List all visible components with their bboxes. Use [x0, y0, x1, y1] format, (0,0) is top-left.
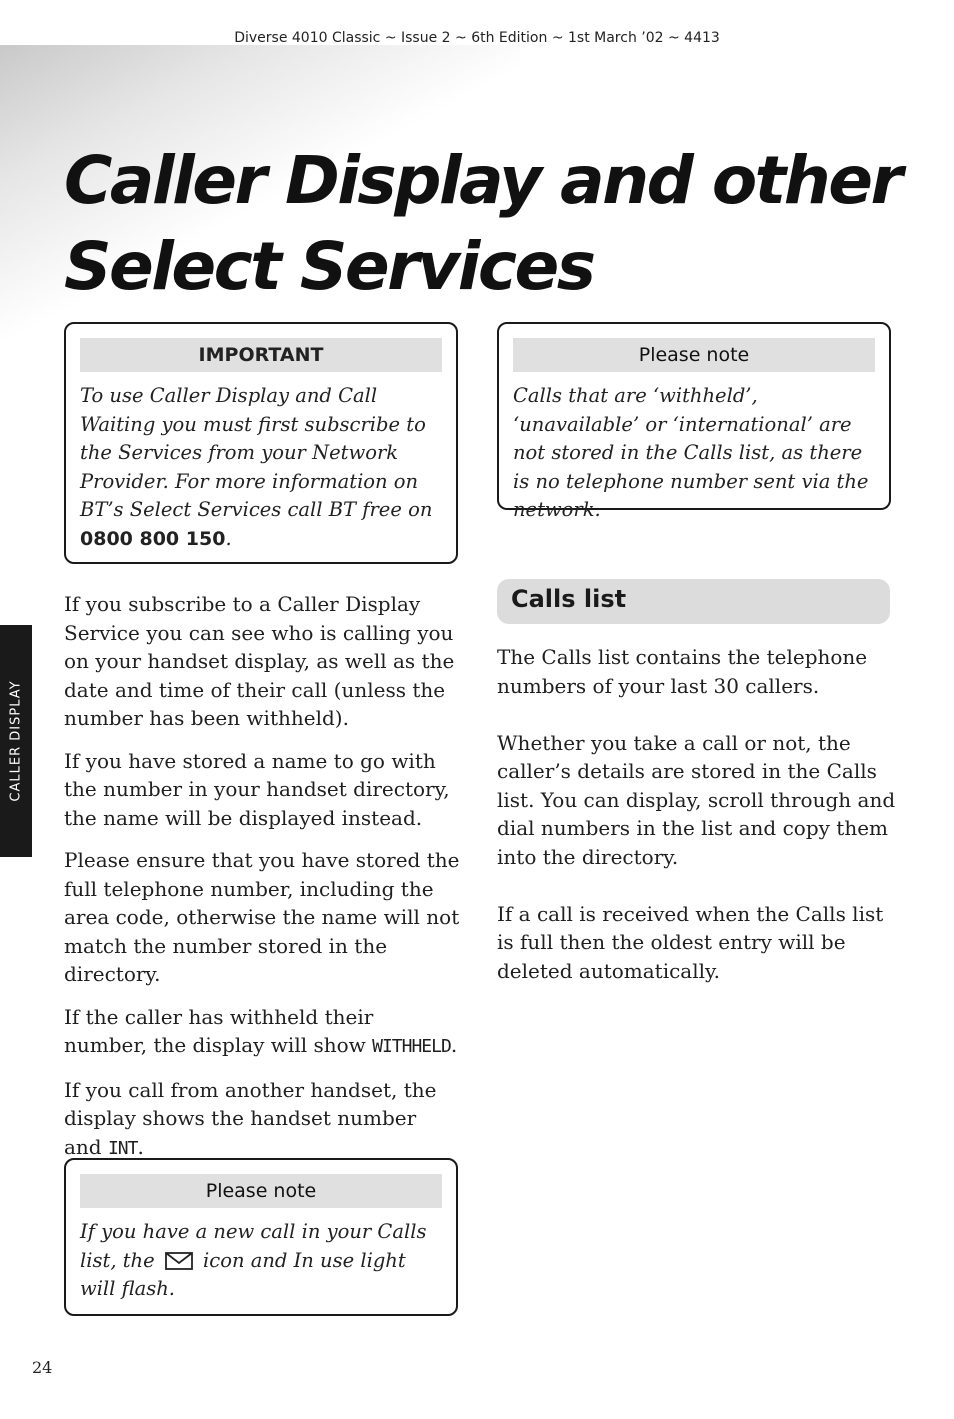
paragraph: If you subscribe to a Caller Display Service you can see who is calling you on your handset display, as well as the date and time of their call (unless the number has been withheld).: [64, 592, 455, 730]
note-text: [80, 1218, 442, 1304]
page-title: [64, 138, 924, 310]
note-text: Calls that are ‘withheld’, ‘unavailable’ or ‘international’ are not stored in the Calls list, as there is no telephone number sent via the network.: [513, 384, 869, 521]
paragraph: Whether you take a call or not, the caller’s details are stored in the Calls list. You can display, scroll through and dial numbers in the list and copy them into the directory.: [497, 730, 896, 869]
phone-number: 0800 800 150: [80, 527, 226, 550]
envelope-icon: [165, 1252, 193, 1270]
paragraph: Please ensure that you have stored the full telephone number, including the area code, otherwise the name will not match the number stored in the directory.: [64, 848, 460, 986]
note-heading: Please note: [80, 1174, 442, 1208]
side-tab-label: CALLER DISPLAY: [8, 680, 24, 802]
note-heading: Please note: [513, 338, 875, 372]
text: .: [137, 1134, 144, 1159]
important-heading: IMPORTANT: [80, 338, 442, 372]
text: If you call from another handset, the display shows the handset number and: [64, 1077, 437, 1159]
important-end: .: [225, 526, 232, 550]
important-text: [80, 382, 442, 553]
title-line-1: Caller Display and other: [64, 142, 901, 219]
please-note-box-bottom: [64, 1158, 458, 1316]
please-note-box-top: [497, 322, 891, 521]
paragraph: [64, 1076, 460, 1164]
calls-list-heading: [497, 579, 890, 624]
text: .: [450, 1033, 458, 1057]
paragraph: If a call is received when the Calls list is full then the oldest entry will be deleted automatically.: [497, 901, 884, 983]
paragraph: [64, 1003, 460, 1062]
calls-list-heading-text: Calls list: [511, 585, 627, 613]
note-text-end: icon and In use light will flash.: [80, 1248, 406, 1300]
running-header: Diverse 4010 Classic ~ Issue 2 ~ 6th Edition ~ 1st March ’02 ~ 4413: [234, 30, 720, 46]
paragraph: The Calls list contains the telephone numbers of your last 30 callers.: [497, 645, 868, 698]
side-tab: [0, 625, 32, 857]
lcd-text-withheld: WITHHELD: [372, 1036, 451, 1057]
lcd-text-int: INT: [107, 1137, 138, 1159]
important-box: [64, 322, 458, 564]
page-number: 24: [32, 1358, 53, 1377]
note-text-start: If you have a new call in your Calls list, the: [80, 1220, 427, 1272]
right-column: [497, 643, 897, 999]
text: If the caller has withheld their number, the display will show: [64, 1004, 374, 1057]
left-column: [64, 590, 460, 1177]
paragraph: If you have stored a name to go with the number in your handset directory, the name will be displayed instead.: [64, 748, 450, 830]
title-line-2: Select Services: [64, 228, 594, 305]
important-body: To use Caller Display and Call Waiting you must first subscribe to the Services from your Network Provider. For more information on BT’s Select Services call BT free on: [80, 384, 433, 521]
